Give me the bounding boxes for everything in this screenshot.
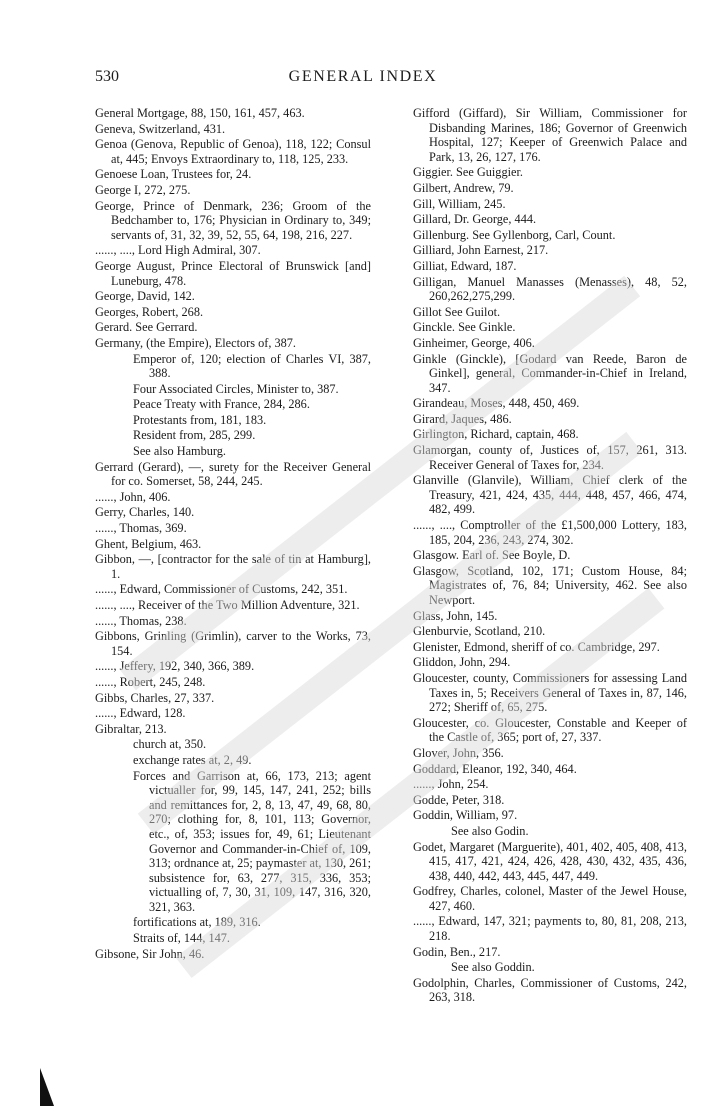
index-entry: Gifford (Giffard), Sir William, Commissioner for Disbanding Marines, 186; Governor of Greenwich Hospital, 127; Keeper of Greenwich Palace and Park, 13, 26, 127, 176. bbox=[413, 106, 687, 164]
index-entry: Girlington, Richard, captain, 468. bbox=[413, 427, 579, 442]
index-column-right bbox=[413, 106, 687, 1006]
index-subentry: Straits of, 144, 147. bbox=[133, 931, 231, 946]
index-subentry: Resident from, 285, 299. bbox=[133, 428, 256, 443]
index-subentry: See also Hamburg. bbox=[133, 444, 227, 459]
index-entry: ......, ...., Receiver of the Two Million Adventure, 321. bbox=[95, 598, 360, 612]
index-entry: ......, Edward, 147, 321; payments to, 80, 81, 208, 213, 218. bbox=[413, 914, 687, 944]
index-entry: Godolphin, Charles, Commissioner of Customs, 242, 263, 318. bbox=[413, 975, 687, 1005]
index-entry: Glenister, Edmond, sheriff of co. Cambridge, 297. bbox=[413, 639, 660, 654]
index-entry: George I, 272, 275. bbox=[95, 182, 191, 197]
index-subentry: Emperor of, 120; election of Charles VI, 387, 388. bbox=[133, 351, 371, 381]
index-subentry: Protestants from, 181, 183. bbox=[133, 412, 267, 427]
index-entry: Glanville (Glanvile), William, Chief clerk of the Treasury, 421, 424, 435, 444, 448, 457, 466, 474, 482, 499. bbox=[413, 473, 687, 517]
corner-arrow-mark bbox=[40, 1068, 54, 1106]
index-entry: ......, Edward, 128. bbox=[95, 706, 186, 721]
index-entry: Godet, Margaret (Marguerite), 401, 402, 405, 408, 413, 415, 417, 421, 424, 426, 428, 430, 432, 435, 436, 438, 440, 442, 443, 445, 447, 449. bbox=[413, 839, 687, 883]
index-subentry: Four Associated Circles, Minister to, 387. bbox=[133, 381, 339, 396]
index-entry: Ghent, Belgium, 463. bbox=[95, 536, 202, 551]
index-entry: Gloucester, county, Commissioners for assessing Land Taxes in, 5; Receivers General of Taxes in, 87, 146, 272; Sheriff of, 65, 275. bbox=[413, 670, 687, 715]
index-entry: Gilliat, Edward, 187. bbox=[413, 258, 517, 273]
index-entry: Georges, Robert, 268. bbox=[95, 304, 204, 319]
index-entry: Godfrey, Charles, colonel, Master of the Jewel House, 427, 460. bbox=[413, 884, 687, 913]
index-entry: Ginckle. See Ginkle. bbox=[413, 320, 516, 335]
index-entry: Glenburvie, Scotland, 210. bbox=[413, 624, 546, 639]
index-entry: George, David, 142. bbox=[95, 289, 195, 304]
index-entry: ......, ...., Comptroller of the £1,500,000 Lottery, 183, 185, 204, 236, 243, 274, 302. bbox=[413, 518, 687, 547]
index-entry: ......, John, 254. bbox=[413, 777, 489, 792]
page-number: 530 bbox=[95, 68, 119, 85]
index-entry: Gibbons, Grinling (Grimlin), carver to the Works, 73, 154. bbox=[95, 629, 371, 658]
index-entry: Gibraltar, 213. bbox=[95, 721, 167, 736]
index-entry: Gilbert, Andrew, 79. bbox=[413, 180, 514, 195]
index-entry: Godde, Peter, 318. bbox=[413, 792, 505, 807]
index-entry: Gillenburg. See Gyllenborg, Carl, Count. bbox=[413, 227, 616, 242]
index-entry: Gilligan, Manuel Manasses (Menasses), 48, 52, 260,262,275,299. bbox=[413, 274, 687, 304]
index-subentry: See also Godin. bbox=[451, 823, 529, 838]
index-entry: Gill, William, 245. bbox=[413, 196, 506, 211]
index-entry: Gloucester, co. Gloucester, Constable and Keeper of the Castle of, 365; port of, 27, 337. bbox=[413, 715, 687, 745]
index-entry: Gibbon, —, [contractor for the sale of tin at Hamburg], 1. bbox=[95, 552, 371, 581]
index-entry: Goddin, William, 97. bbox=[413, 808, 518, 823]
index-entry: Goddard, Eleanor, 192, 340, 464. bbox=[413, 761, 577, 776]
index-subentry: church at, 350. bbox=[133, 737, 207, 752]
index-entry: Gillot See Guilot. bbox=[413, 304, 501, 319]
index-entry: Glasgow. Earl of. See Boyle, D. bbox=[413, 548, 571, 563]
index-entry: Glasgow, Scotland, 102, 171; Custom House, 84; Magistrates of, 76, 84; University, 462. See also Newport. bbox=[413, 563, 687, 607]
index-entry: Girandeau, Moses, 448, 450, 469. bbox=[413, 396, 580, 411]
index-entry: Gerry, Charles, 140. bbox=[95, 505, 195, 520]
index-entry: Gibsone, Sir John, 46. bbox=[95, 946, 205, 961]
index-entry: ......, Edward, Commissioner of Customs, 242, 351. bbox=[95, 582, 348, 597]
index-entry: Gerard. See Gerrard. bbox=[95, 320, 198, 335]
index-entry: General Mortgage, 88, 150, 161, 457, 463. bbox=[95, 106, 305, 120]
index-entry: Glamorgan, county of, Justices of, 157, 261, 313. Receiver General of Taxes for, 234. bbox=[413, 443, 687, 472]
index-column-left bbox=[95, 106, 371, 962]
index-entry: Ginkle (Ginckle), [Godard van Reede, Baron de Ginkel], general, Commander-in-Chief in Ireland, 347. bbox=[413, 351, 687, 395]
index-entry: Germany, (the Empire), Electors of, 387. bbox=[95, 335, 297, 350]
index-entry: Gliddon, John, 294. bbox=[413, 655, 511, 670]
index-entry: ......, John, 406. bbox=[95, 489, 171, 504]
index-subentry: exchange rates at, 2, 49. bbox=[133, 752, 252, 767]
index-entry: Gibbs, Charles, 27, 337. bbox=[95, 690, 215, 705]
index-entry: ......, Jeffery, 192, 340, 366, 389. bbox=[95, 659, 255, 674]
index-entry: Girard, Jaques, 486. bbox=[413, 411, 512, 426]
index-subentry: See also Goddin. bbox=[451, 960, 535, 975]
index-entry: Gilliard, John Earnest, 217. bbox=[413, 243, 549, 258]
running-title: GENERAL INDEX bbox=[288, 68, 438, 85]
index-entry: ......, ...., Lord High Admiral, 307. bbox=[95, 243, 261, 258]
index-subentry: fortifications at, 189, 316. bbox=[133, 915, 261, 930]
page-header bbox=[95, 68, 631, 88]
index-entry: Giggier. See Guiggier. bbox=[413, 165, 523, 180]
index-entry: Genoa (Genova, Republic of Genoa), 118, 122; Consul at, 445; Envoys Extraordinary to, 118, 125, 233. bbox=[95, 137, 371, 166]
index-entry: ......, Thomas, 369. bbox=[95, 521, 187, 536]
index-entry: Gerrard (Gerard), —, surety for the Receiver General for co. Somerset, 58, 244, 245. bbox=[95, 459, 371, 489]
index-subentry: Forces and Garrison at, 66, 173, 213; agent victualler for, 99, 145, 147, 241, 252; bills and remittances for, 2, 8, 13, 47, 49, 68, 80, 270; clothing for, 8, 101, 113; Governor, etc., of, 353; issues for, 49, 61; Lieutenant Governor and Commander-in-Chief of, 109, 313; ordnance at, 25; paymaster at, 130, 261; subsistence for, 63, 277, 315, 336, 353; victualling of, 7, 30, 31, 109, 147, 316, 320, 321, 363. bbox=[133, 768, 371, 914]
index-entry: Genoese Loan, Trustees for, 24. bbox=[95, 167, 252, 182]
index-entry: Ginheimer, George, 406. bbox=[413, 335, 535, 350]
index-entry: Glover, John, 356. bbox=[413, 745, 504, 760]
index-entry: Glass, John, 145. bbox=[413, 608, 498, 623]
index-entry: George August, Prince Electoral of Brunswick [and] Luneburg, 478. bbox=[95, 258, 371, 288]
index-entry: Geneva, Switzerland, 431. bbox=[95, 121, 226, 136]
index-entry: Gillard, Dr. George, 444. bbox=[413, 212, 537, 227]
index-entry: ......, Thomas, 238. bbox=[95, 613, 187, 628]
index-subentry: Peace Treaty with France, 284, 286. bbox=[133, 397, 310, 412]
index-entry: George, Prince of Denmark, 236; Groom of the Bedchamber to, 176; Physician in Ordinary to, 349; servants of, 31, 32, 39, 52, 55, 64, 198, 216, 227. bbox=[95, 198, 371, 242]
index-entry: ......, Robert, 245, 248. bbox=[95, 674, 206, 689]
index-entry: Godin, Ben., 217. bbox=[413, 944, 501, 959]
